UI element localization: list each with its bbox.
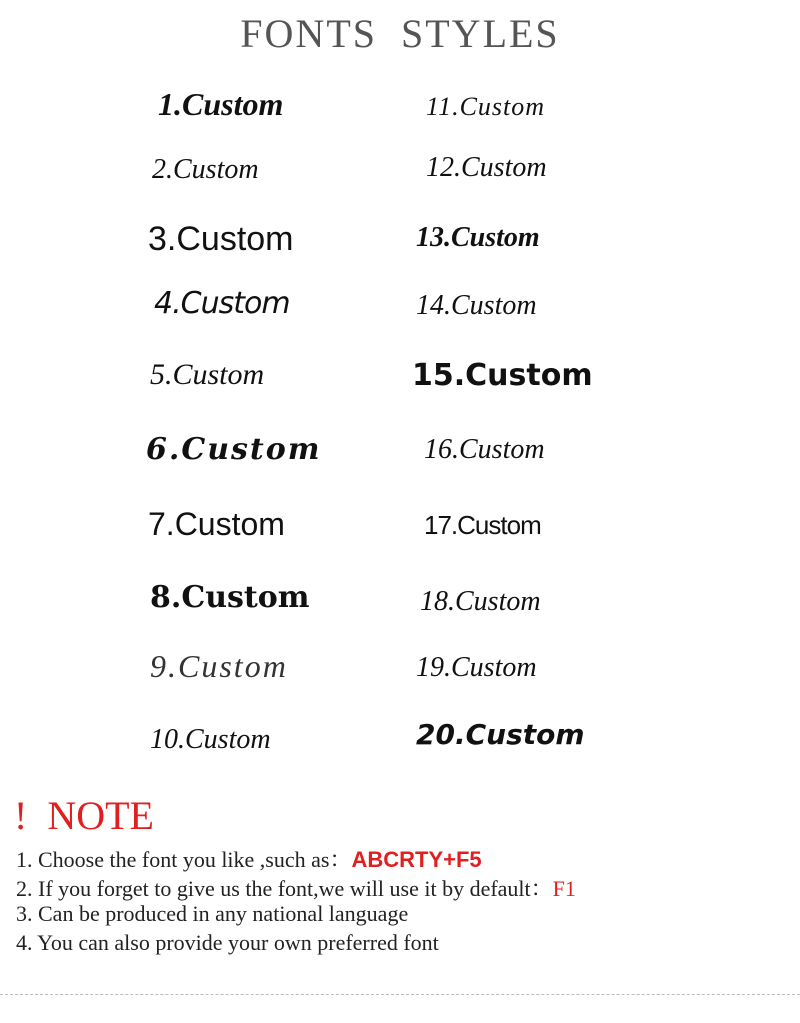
exclamation-icon: ! bbox=[14, 793, 28, 838]
font-sample-1: 1.Custom bbox=[158, 86, 284, 122]
note-line-2-text: 2. If you forget to give us the font,we will use it by default： bbox=[16, 876, 553, 901]
font-sample-17: 17.Custom bbox=[424, 510, 541, 540]
font-sample-14: 14.Custom bbox=[416, 290, 537, 321]
font-sample-10: 10.Custom bbox=[150, 724, 271, 755]
page-title: FONTS STYLES bbox=[240, 11, 560, 56]
font-sample-16: 16.Custom bbox=[424, 434, 545, 465]
font-sample-11: 11.Custom bbox=[426, 92, 546, 121]
font-sample-6: 6.Custom bbox=[146, 432, 322, 467]
font-sample-3: 3.Custom bbox=[148, 220, 294, 258]
font-sample-9: 9.Custom bbox=[150, 648, 288, 684]
font-sample-20: 20.Custom bbox=[416, 718, 585, 751]
font-sample-13: 13.Custom bbox=[416, 222, 540, 253]
font-sample-15: 15.Custom bbox=[412, 358, 593, 393]
note-line-2 bbox=[16, 872, 576, 903]
note-line-1-text: 1. Choose the font you like ,such as： bbox=[16, 847, 352, 872]
font-sample-19: 19.Custom bbox=[416, 652, 537, 683]
bottom-divider bbox=[0, 994, 800, 995]
note-line-2-value: F1 bbox=[552, 876, 576, 901]
note-line-1-value: ABCRTY+F5 bbox=[351, 847, 482, 872]
font-sample-4: 4.Custom bbox=[154, 286, 290, 321]
font-sample-2: 2.Custom bbox=[152, 154, 259, 185]
font-sample-8: 8.Custom bbox=[150, 580, 310, 615]
note-title: NOTE bbox=[47, 793, 154, 838]
font-sample-7: 7.Custom bbox=[148, 506, 285, 542]
note-heading bbox=[14, 792, 154, 839]
font-sample-12: 12.Custom bbox=[426, 152, 547, 183]
font-sample-18: 18.Custom bbox=[420, 586, 541, 617]
note-line-4: 4. You can also provide your own preferred font bbox=[16, 930, 439, 955]
note-line-3: 3. Can be produced in any national language bbox=[16, 901, 409, 926]
font-sample-5: 5.Custom bbox=[150, 358, 265, 391]
note-line-1 bbox=[16, 843, 482, 874]
